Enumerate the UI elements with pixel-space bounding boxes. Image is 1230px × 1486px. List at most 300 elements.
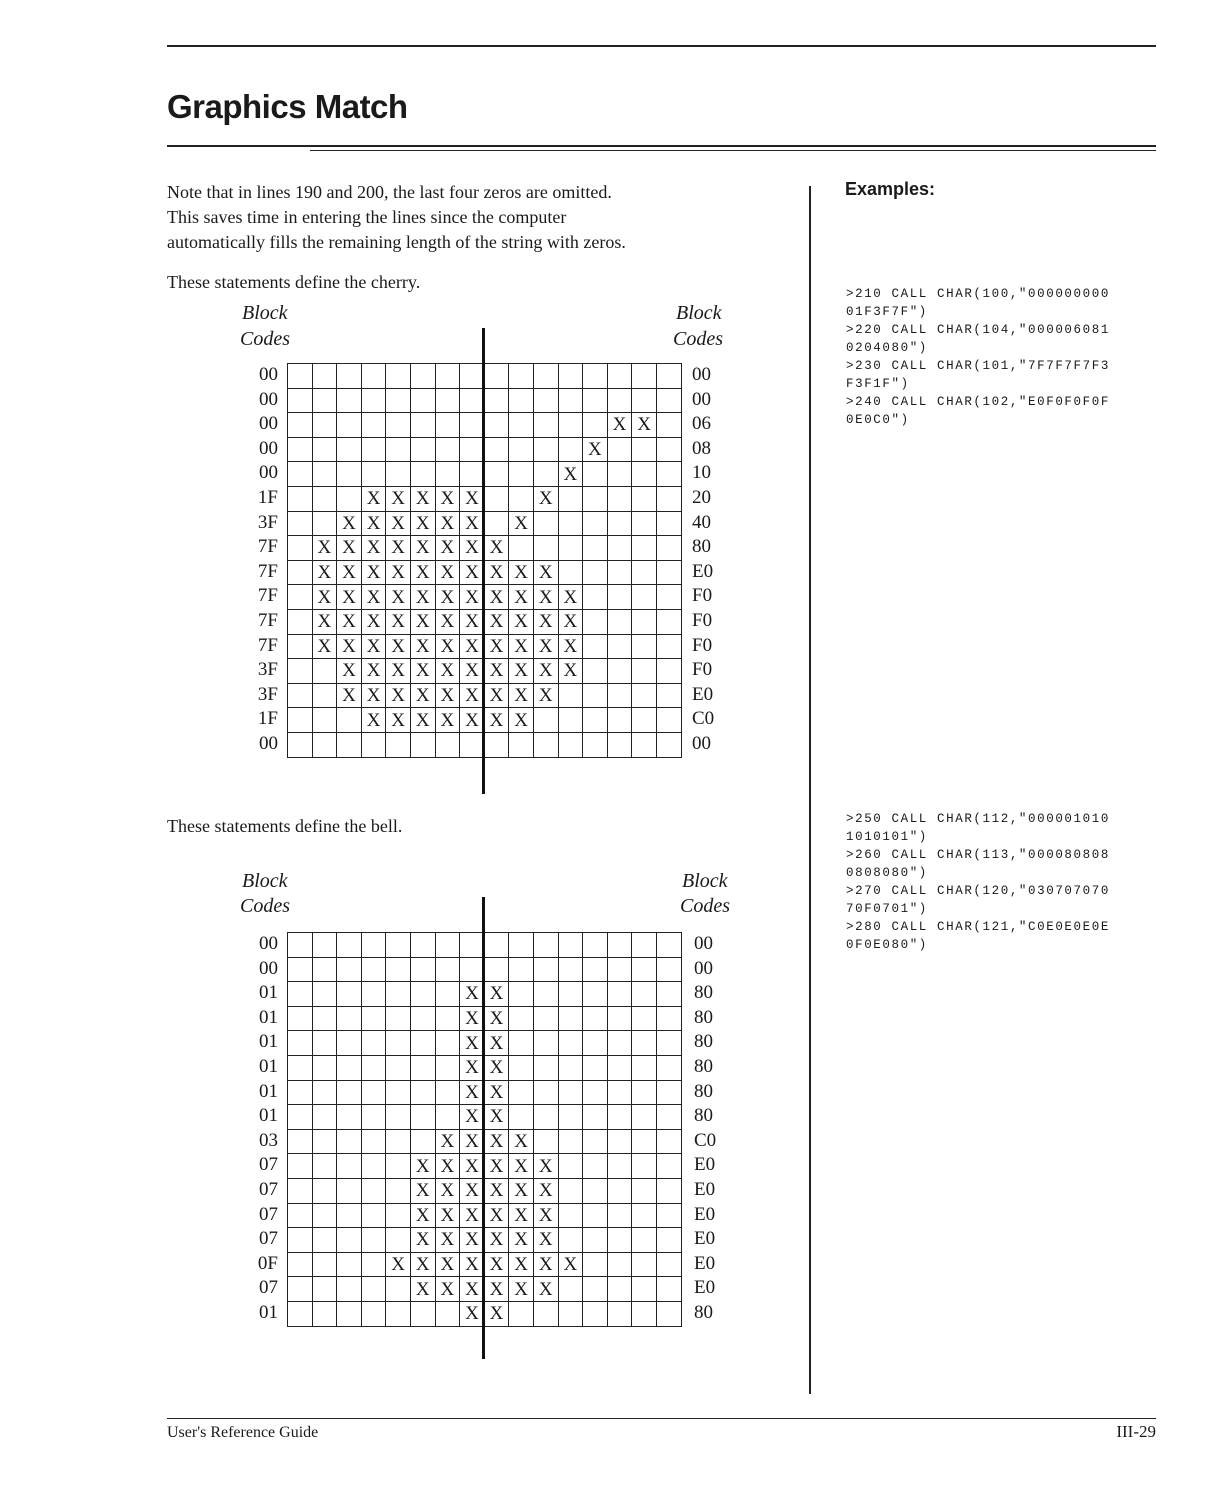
pixel-cell (656, 536, 681, 561)
pixel-cell (288, 1105, 313, 1130)
pixel-cell (533, 1105, 558, 1130)
pixel-cell (632, 1301, 657, 1326)
block-code: 7F (257, 536, 278, 558)
block-code: 80 (694, 1031, 713, 1053)
pixel-cell: X (460, 683, 485, 708)
pixel-cell (533, 933, 558, 958)
pixel-cell (533, 462, 558, 487)
pixel-cell (410, 437, 435, 462)
pixel-cell (361, 462, 386, 487)
code-line: >210 CALL CHAR(100,"000000000 (846, 287, 1110, 301)
pixel-cell (337, 1228, 362, 1253)
pixel-cell (558, 1031, 583, 1056)
pixel-cell (558, 1154, 583, 1179)
pixel-cell (583, 1301, 608, 1326)
pixel-cell: X (484, 1252, 509, 1277)
pixel-cell (288, 732, 313, 757)
pixel-cell (509, 982, 534, 1007)
pixel-cell: X (509, 1178, 534, 1203)
pixel-cell: X (410, 609, 435, 634)
pixel-cell (583, 933, 608, 958)
pixel-cell (410, 364, 435, 389)
pixel-cell (312, 486, 337, 511)
block-code: 01 (259, 1105, 278, 1127)
pixel-cell (558, 1129, 583, 1154)
pixel-cell: X (460, 1129, 485, 1154)
pixel-cell (607, 585, 632, 610)
pixel-cell (312, 1055, 337, 1080)
pixel-cell (656, 1031, 681, 1056)
pixel-cell (509, 486, 534, 511)
block-code: 07 (259, 1154, 278, 1176)
block-code: E0 (694, 1277, 716, 1299)
pixel-cell (460, 732, 485, 757)
pixel-cell (288, 609, 313, 634)
pixel-cell (361, 364, 386, 389)
pixel-cell (509, 364, 534, 389)
pixel-cell (583, 388, 608, 413)
pixel-cell (558, 708, 583, 733)
pixel-cell (583, 957, 608, 982)
pixel-cell (410, 1301, 435, 1326)
pixel-cell: X (509, 560, 534, 585)
pixel-cell: X (386, 1252, 411, 1277)
pixel-cell (386, 1129, 411, 1154)
block-code: 00 (259, 957, 278, 979)
pixel-cell: X (361, 511, 386, 536)
block-code: 40 (692, 511, 711, 533)
examples-heading: Examples: (845, 179, 936, 199)
pixel-cell (410, 957, 435, 982)
pixel-cell: X (410, 1203, 435, 1228)
pixel-cell (288, 957, 313, 982)
pixel-cell: X (337, 609, 362, 634)
pixel-cell (607, 462, 632, 487)
pixel-cell (583, 609, 608, 634)
pixel-cell (656, 609, 681, 634)
pixel-cell: X (533, 1203, 558, 1228)
block-code: 01 (259, 1301, 278, 1323)
pixel-cell: X (632, 413, 657, 438)
pixel-cell (533, 413, 558, 438)
pixel-cell (288, 585, 313, 610)
pixel-cell: X (410, 560, 435, 585)
pixel-cell (361, 1277, 386, 1302)
block-code: 01 (259, 1055, 278, 1077)
pixel-cell (361, 957, 386, 982)
pixel-cell: X (533, 1277, 558, 1302)
pixel-cell (386, 388, 411, 413)
pixel-cell (533, 1055, 558, 1080)
pixel-cell (533, 437, 558, 462)
block-code: 3F (257, 659, 278, 681)
pixel-cell: X (435, 1252, 460, 1277)
pixel-cell (607, 560, 632, 585)
pixel-cell (288, 1129, 313, 1154)
page-title: Graphics Match (167, 88, 408, 125)
block-code: 7F (257, 560, 278, 582)
pixel-cell: X (460, 1203, 485, 1228)
pixel-cell (460, 413, 485, 438)
pixel-cell (632, 536, 657, 561)
pixel-cell (632, 1203, 657, 1228)
pixel-cell (656, 1006, 681, 1031)
pixel-cell (558, 364, 583, 389)
pixel-cell (607, 1105, 632, 1130)
block-code: 03 (259, 1129, 278, 1151)
pixel-cell (288, 1228, 313, 1253)
block-code: 00 (692, 732, 711, 754)
pixel-cell: X (361, 609, 386, 634)
pixel-cell: X (607, 413, 632, 438)
pixel-cell (509, 1301, 534, 1326)
pixel-cell (288, 437, 313, 462)
pixel-cell (435, 388, 460, 413)
pixel-cell (361, 388, 386, 413)
pixel-cell: X (484, 634, 509, 659)
pixel-cell: X (484, 1129, 509, 1154)
pixel-cell: X (386, 708, 411, 733)
pixel-cell (312, 413, 337, 438)
pixel-cell (583, 560, 608, 585)
block-code: 00 (259, 437, 278, 459)
pixel-cell: X (484, 1178, 509, 1203)
pixel-cell (632, 462, 657, 487)
pixel-cell (312, 1031, 337, 1056)
pixel-cell (361, 1178, 386, 1203)
pixel-cell (607, 708, 632, 733)
pixel-cell (312, 388, 337, 413)
pixel-cell (288, 1080, 313, 1105)
pixel-cell (656, 659, 681, 684)
pixel-cell (484, 933, 509, 958)
pixel-cell (361, 1129, 386, 1154)
pixel-cell (337, 957, 362, 982)
pixel-cell (656, 732, 681, 757)
pixel-cell (435, 364, 460, 389)
pixel-cell: X (533, 609, 558, 634)
pixel-cell (337, 1178, 362, 1203)
block-code: 00 (694, 933, 713, 954)
block-code: 80 (694, 1301, 713, 1323)
pixel-cell (361, 982, 386, 1007)
pixel-cell (312, 659, 337, 684)
cherry-right-block-label: Block (676, 302, 722, 324)
pixel-cell (484, 364, 509, 389)
pixel-cell (656, 560, 681, 585)
block-code: 80 (694, 1105, 713, 1127)
block-code: 00 (694, 957, 713, 979)
pixel-cell (656, 585, 681, 610)
pixel-cell (632, 982, 657, 1007)
pixel-cell (509, 933, 534, 958)
pixel-cell (533, 1301, 558, 1326)
pixel-cell (435, 933, 460, 958)
pixel-cell (361, 1203, 386, 1228)
pixel-cell (386, 1080, 411, 1105)
pixel-cell (288, 1252, 313, 1277)
pixel-cell: X (435, 585, 460, 610)
pixel-cell (288, 1031, 313, 1056)
pixel-cell: X (509, 609, 534, 634)
block-code: 10 (692, 462, 711, 484)
pixel-cell (583, 634, 608, 659)
pixel-cell (656, 1301, 681, 1326)
pixel-cell (607, 982, 632, 1007)
pixel-cell: X (484, 1055, 509, 1080)
pixel-cell (632, 933, 657, 958)
pixel-cell (361, 1252, 386, 1277)
pixel-cell (509, 413, 534, 438)
pixel-cell (288, 1055, 313, 1080)
pixel-cell (583, 1252, 608, 1277)
pixel-cell (509, 462, 534, 487)
pixel-cell (484, 388, 509, 413)
pixel-cell (583, 1129, 608, 1154)
pixel-cell (410, 732, 435, 757)
pixel-cell (312, 732, 337, 757)
pixel-cell (361, 1055, 386, 1080)
pixel-cell: X (386, 659, 411, 684)
pixel-cell (558, 388, 583, 413)
pixel-cell (337, 364, 362, 389)
block-code: 00 (692, 388, 711, 410)
pixel-cell: X (435, 1154, 460, 1179)
pixel-cell (435, 982, 460, 1007)
pixel-cell (533, 1006, 558, 1031)
pixel-cell (460, 437, 485, 462)
pixel-cell (337, 982, 362, 1007)
pixel-cell (509, 1055, 534, 1080)
pixel-cell (484, 462, 509, 487)
pixel-cell: X (460, 560, 485, 585)
pixel-cell (410, 982, 435, 1007)
pixel-cell (632, 486, 657, 511)
pixel-cell (460, 933, 485, 958)
pixel-cell (558, 1080, 583, 1105)
cherry-left-codes (228, 363, 278, 757)
pixel-cell (312, 957, 337, 982)
pixel-cell (632, 1105, 657, 1130)
block-code: 1F (257, 708, 278, 730)
pixel-cell (460, 462, 485, 487)
pixel-cell: X (460, 1178, 485, 1203)
block-code: 01 (259, 982, 278, 1004)
pixel-cell (288, 1006, 313, 1031)
pixel-cell (607, 388, 632, 413)
pixel-cell: X (533, 683, 558, 708)
pixel-cell (583, 585, 608, 610)
pixel-cell (558, 933, 583, 958)
block-code: 00 (259, 462, 278, 484)
pixel-cell (312, 1203, 337, 1228)
pixel-cell (607, 437, 632, 462)
pixel-cell (288, 486, 313, 511)
pixel-cell (607, 536, 632, 561)
pixel-cell (361, 1228, 386, 1253)
pixel-cell (632, 585, 657, 610)
pixel-cell: X (460, 1301, 485, 1326)
pixel-cell (337, 1105, 362, 1130)
pixel-cell: X (410, 683, 435, 708)
pixel-cell (509, 732, 534, 757)
pixel-cell (656, 486, 681, 511)
pixel-cell: X (386, 609, 411, 634)
pixel-cell (509, 536, 534, 561)
pixel-cell (533, 364, 558, 389)
pixel-cell (288, 683, 313, 708)
pixel-cell (312, 1301, 337, 1326)
footer-rule (167, 1418, 1156, 1419)
block-code: 08 (692, 437, 711, 459)
pixel-cell (435, 462, 460, 487)
pixel-cell (361, 1301, 386, 1326)
intro-line-1: Note that in lines 190 and 200, the last four zeros are omitted. (167, 182, 612, 202)
pixel-cell (533, 732, 558, 757)
block-code: 00 (259, 364, 278, 385)
pixel-cell: X (558, 634, 583, 659)
pixel-cell: X (386, 486, 411, 511)
pixel-cell: X (533, 486, 558, 511)
pixel-cell (386, 1277, 411, 1302)
pixel-cell (656, 982, 681, 1007)
pixel-cell: X (410, 659, 435, 684)
block-code: 01 (259, 1080, 278, 1102)
pixel-cell: X (337, 634, 362, 659)
block-code: 00 (259, 413, 278, 435)
pixel-cell (410, 413, 435, 438)
cherry-right-codes (692, 363, 742, 757)
pixel-cell: X (435, 1277, 460, 1302)
block-code: 80 (694, 1006, 713, 1028)
pixel-cell (656, 1277, 681, 1302)
pixel-cell (632, 1031, 657, 1056)
pixel-cell (583, 364, 608, 389)
pixel-cell: X (435, 1129, 460, 1154)
pixel-cell: X (361, 560, 386, 585)
pixel-cell: X (533, 585, 558, 610)
pixel-cell (632, 609, 657, 634)
pixel-cell: X (509, 585, 534, 610)
pixel-cell (386, 462, 411, 487)
footer-guide-title: User's Reference Guide (167, 1424, 319, 1441)
pixel-cell: X (386, 585, 411, 610)
bell-left-block-label: Block (242, 870, 288, 892)
block-code: E0 (694, 1154, 716, 1176)
pixel-cell (337, 1055, 362, 1080)
code-line: >230 CALL CHAR(101,"7F7F7F7F3 (846, 359, 1110, 373)
pixel-cell (435, 732, 460, 757)
pixel-cell (656, 1154, 681, 1179)
pixel-cell (583, 708, 608, 733)
pixel-cell (288, 511, 313, 536)
bell-right-codes (694, 932, 744, 1326)
pixel-cell: X (484, 683, 509, 708)
pixel-cell (558, 560, 583, 585)
pixel-cell (607, 1203, 632, 1228)
pixel-cell: X (533, 634, 558, 659)
pixel-cell (583, 413, 608, 438)
pixel-cell: X (460, 511, 485, 536)
pixel-cell (607, 634, 632, 659)
pixel-cell (583, 1228, 608, 1253)
code-line: >260 CALL CHAR(113,"000080808 (846, 848, 1110, 862)
pixel-cell: X (435, 1228, 460, 1253)
code-line: 70F0701") (846, 902, 928, 916)
pixel-cell (386, 413, 411, 438)
pixel-cell: X (509, 708, 534, 733)
code-line: >250 CALL CHAR(112,"000001010 (846, 812, 1110, 826)
pixel-cell (337, 1031, 362, 1056)
pixel-cell (632, 683, 657, 708)
pixel-cell: X (460, 1105, 485, 1130)
pixel-cell: X (361, 659, 386, 684)
pixel-cell (410, 1031, 435, 1056)
pixel-cell (558, 957, 583, 982)
pixel-cell (632, 388, 657, 413)
block-code: 07 (259, 1178, 278, 1200)
block-code: 07 (259, 1203, 278, 1225)
pixel-cell (386, 437, 411, 462)
pixel-cell (632, 1055, 657, 1080)
pixel-cell: X (484, 1031, 509, 1056)
pixel-cell (607, 1080, 632, 1105)
pixel-cell: X (386, 634, 411, 659)
pixel-cell: X (460, 1154, 485, 1179)
pixel-cell (656, 1055, 681, 1080)
code-line: >220 CALL CHAR(104,"000006081 (846, 323, 1110, 337)
pixel-cell: X (484, 659, 509, 684)
pixel-cell (288, 413, 313, 438)
pixel-cell: X (410, 1252, 435, 1277)
pixel-cell (583, 1105, 608, 1130)
pixel-cell (558, 1203, 583, 1228)
pixel-cell (312, 1006, 337, 1031)
pixel-cell (558, 683, 583, 708)
cherry-caption: These statements define the cherry. (167, 272, 421, 292)
pixel-cell: X (484, 1080, 509, 1105)
pixel-cell (583, 1203, 608, 1228)
pixel-cell (288, 1203, 313, 1228)
pixel-cell (410, 1129, 435, 1154)
pixel-cell (583, 511, 608, 536)
block-code: 01 (259, 1031, 278, 1053)
pixel-cell: X (484, 1301, 509, 1326)
block-code: 0F (257, 1252, 278, 1274)
pixel-cell (361, 1154, 386, 1179)
pixel-cell: X (484, 1203, 509, 1228)
pixel-cell: X (484, 708, 509, 733)
bell-caption: These statements define the bell. (167, 816, 403, 836)
pixel-cell: X (460, 708, 485, 733)
pixel-cell (288, 462, 313, 487)
pixel-cell (607, 659, 632, 684)
block-code: F0 (692, 659, 713, 681)
code-line: 0808080") (846, 866, 928, 880)
pixel-cell (312, 708, 337, 733)
pixel-cell (337, 1252, 362, 1277)
code-line: >270 CALL CHAR(120,"030707070 (846, 884, 1110, 898)
block-code: 07 (259, 1228, 278, 1250)
pixel-cell (410, 933, 435, 958)
block-code: 80 (692, 536, 711, 558)
pixel-cell (337, 933, 362, 958)
pixel-cell (312, 511, 337, 536)
pixel-cell: X (361, 585, 386, 610)
pixel-cell: X (337, 560, 362, 585)
pixel-cell: X (484, 1105, 509, 1130)
block-code: E0 (692, 683, 714, 705)
